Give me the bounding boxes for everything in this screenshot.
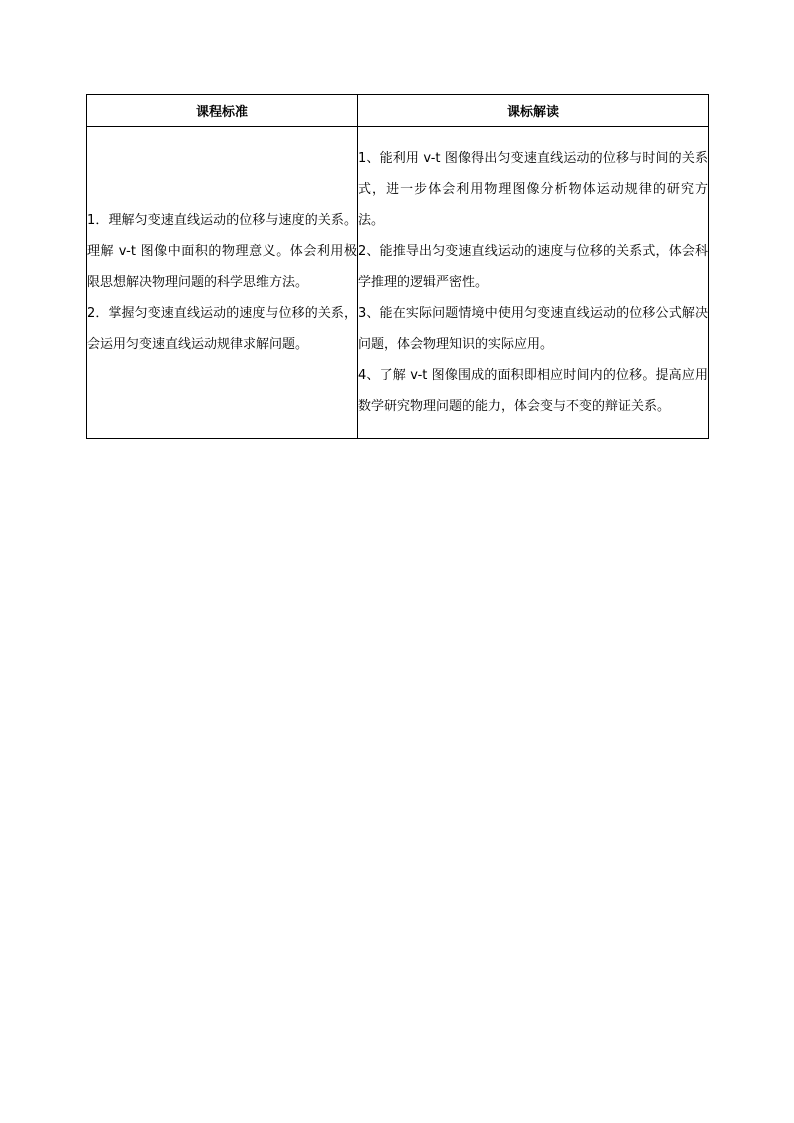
curriculum-standard-cell	[87, 127, 358, 439]
header-curriculum-standard: 课程标准	[87, 95, 358, 127]
curriculum-standard-table	[86, 94, 709, 439]
table-header-row	[87, 95, 709, 127]
standard-item-1: 1．理解匀变速直线运动的位移与速度的关系。理解 v-t 图像中面积的物理意义。体会利用极限思想解决物理问题的科学思维方法。	[87, 213, 357, 290]
standard-item-2: 2．掌握匀变速直线运动的速度与位移的关系，会运用匀变速直线运动规律求解问题。	[87, 306, 357, 352]
interpretation-item-1: 1、能利用 v-t 图像得出匀变速直线运动的位移与时间的关系式，进一步体会利用物理图像分析物体运动规律的研究方法。	[358, 151, 708, 228]
table-content-row	[87, 127, 709, 439]
standard-interpretation-cell	[358, 127, 709, 439]
interpretation-item-4: 4、了解 v-t 图像围成的面积即相应时间内的位移。提高应用数学研究物理问题的能力，体会变与不变的辩证关系。	[358, 368, 708, 414]
interpretation-item-3: 3、能在实际问题情境中使用匀变速直线运动的位移公式解决问题，体会物理知识的实际应用。	[358, 306, 708, 352]
interpretation-item-2: 2、能推导出匀变速直线运动的速度与位移的关系式，体会科学推理的逻辑严密性。	[358, 244, 708, 290]
header-standard-interpretation: 课标解读	[358, 95, 709, 127]
